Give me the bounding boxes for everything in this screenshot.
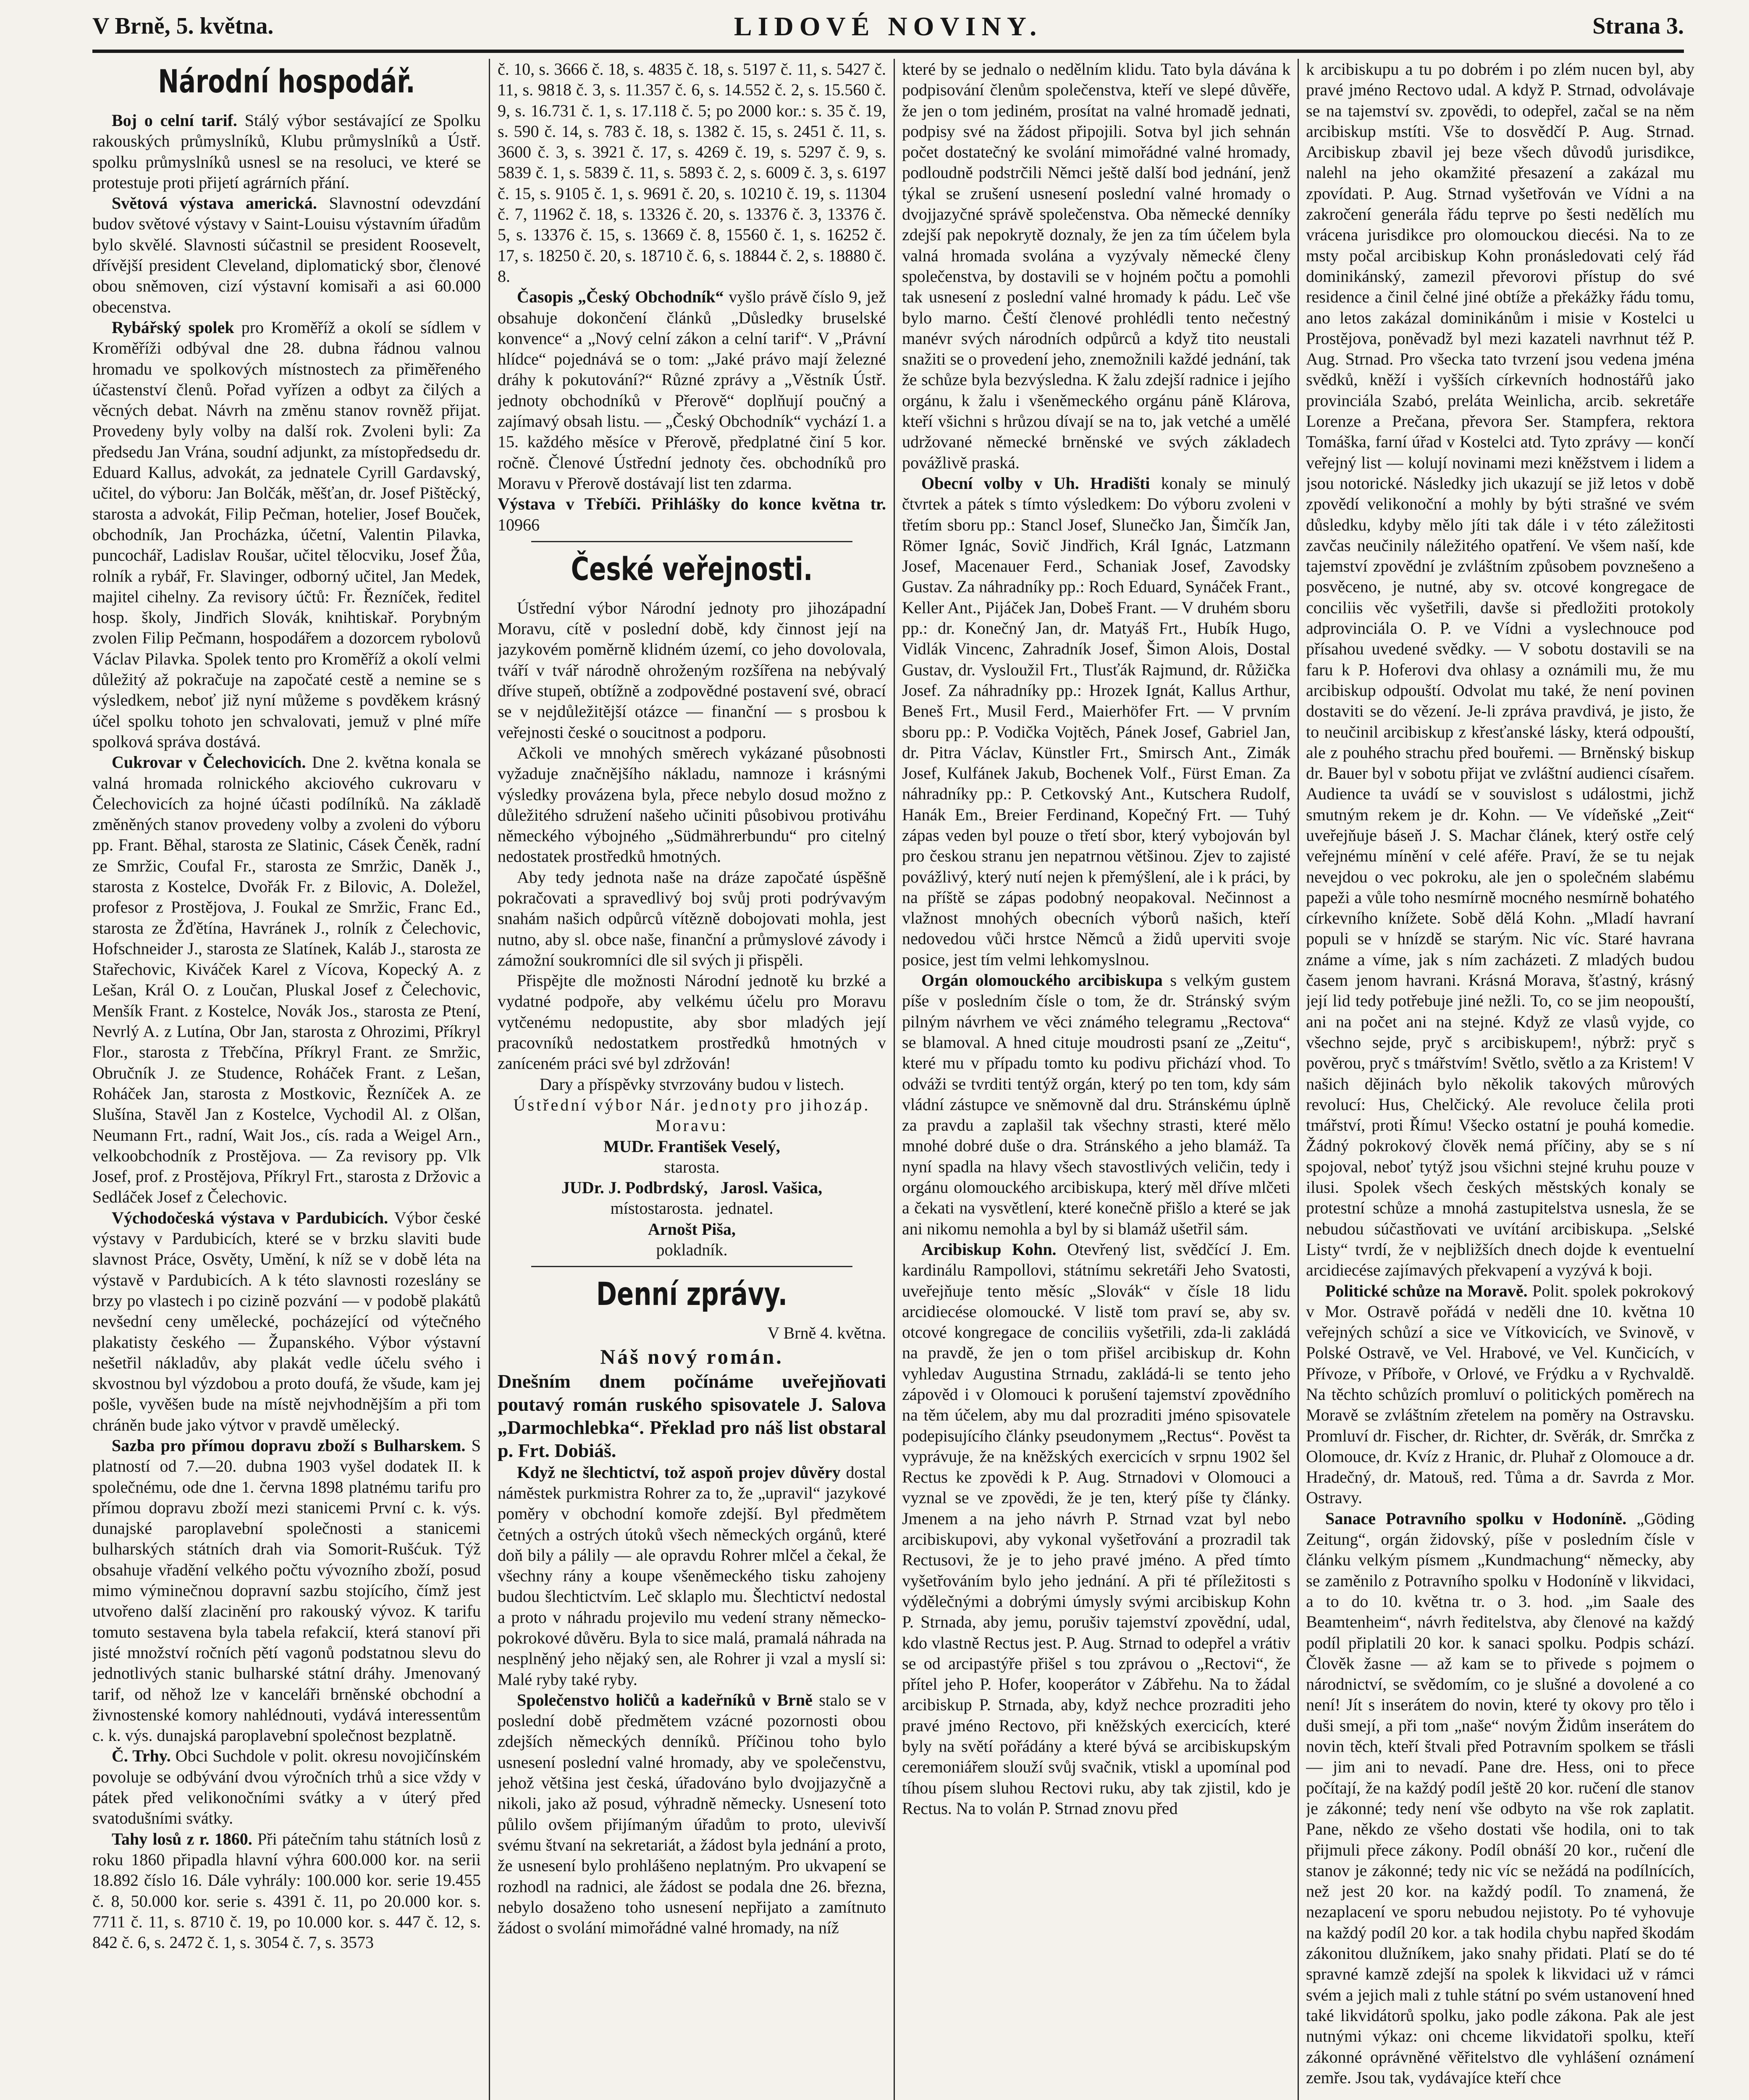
dateline: V Brně 4. května. [767, 1323, 886, 1343]
article-headline: Společenstvo holičů a kadeřníků v Brně [517, 1690, 813, 1709]
article-slechtictvi [498, 1462, 886, 1690]
article-body: vyšlo právě číslo 9, jež obsahuje dokončení článků „Důsledky bruselské konvence“ a „Nový celní zákon a celní tarif“. V „Právní hlídce“ pojednává se o tom: „Jaké právo mají železné dráhy k pokutování?“ Různé zprávy a „Věstník Ústř. jednoty obchodníků v Přerově“ doplňují poučný a zajímavý obsah listu. — „Český Obchodník“ vychází 1. a 15. každého měsíce v Přerově, předplatné činí 5 kor. ročně. Členové Ústřední jednoty čes. obchodníků pro Moravu v Přerově dostávají list ten zdarma. [498, 287, 886, 493]
article-body: S platností od 7.—20. dubna 1903 vyšel dodatek II. k společnému, ode dne 1. června 1898 platnému tarifu pro přímou dopravu zboží mezi stanicemi První c. k. výs. dunajské paroplavební společnosti a stanicemi bulharských státních drah via Somorit-Rušćuk. Týž obsahuje vřadění velkého počtu vývozního zboží, posud mimo výminečnou dopravní sazbu stojícího, čímž jest utvořeno další zlacinění pro rakouský vývoz. K tarifu tomuto sestavena byla tabela refakcií, která stanoví při jisté množství ročních pětí vagonů podstatnou slevu do jednotlivých stanic bulharské státní dráhy. Jmenovaný tarif, od něhož lze v kanceláři brněnské obchodní a živnostenské komory nahlédnouti, vydává interessentům c. k. výs. dunajská paroplavební společnost bezplatně. [92, 1436, 481, 1745]
appeal-committee: Ústřední výbor Nár. jednoty pro jihozáp. Moravu: [513, 1095, 871, 1135]
article-vychodoceska-vystava [92, 1208, 481, 1435]
article-headline: Politické schůze na Moravě. [1325, 1281, 1528, 1300]
article-headline: Č. Trhy. [112, 1746, 171, 1766]
article-arcibiskup-kohn [902, 1239, 1290, 1819]
article-headline: Časopis „Český Obchodník“ [517, 287, 724, 307]
article-headline: Východočeská výstava v Pardubicích. [112, 1208, 388, 1227]
appeal-paragraph: Ačkoli ve mnohých směrech vykázané působnosti vyžaduje značnějšího nákladu, namnoze i krásnými výsledky provázena byla, přece nebylo dosud možno z důležitého sdružení našeho učiniti působivou protiváhu německého výbojného „Südmährerbundu“ pro citelný nedostatek prostředků hmotných. [498, 743, 886, 866]
article-trhy [92, 1746, 481, 1828]
article-body: stalo se v poslední době předmětem vzácné pozornosti obou zdejších německých denníků. Příčinou toho bylo usnesení poslední valné hromady, aby ve společenstvu, jehož většina jest česká, úřadováno bylo dvojjazyčně a nikoli, jako až posud, výhradně německy. Usnesení toto půlilo ovšem přijímaným úřadům to proto, ulevivší svému štvaní na sekretariát, a žádost byla jednání a proto, že usnesení bylo prohlášeno neplatným. Pro ukvapení se rozhodl na radnici, ale žádost se podala dne 26. března, nebylo dosaženo toho usnesení nepřijato a zamítnuto žádost o svolání mimořádné valné hromady, na níž [498, 1690, 886, 1937]
article-body: pro Kroměříž a okolí se sídlem v Kroměříži odbýval dne 28. dubna řádnou valnou hromadu ve spolkových místnostech za přiměřeného účastenství členů. Pořad vyřízen a odbyt za čilých a věcných debat. Návrh na změnu stanov rovněž přijat. Provedeny byly volby na další rok. Zvoleni byli: Za předsedu Jan Vrána, soudní adjunkt, za místopředsedu dr. Eduard Kallus, advokát, za jednatele Cyrill Gardavský, učitel, do výboru: Jan Bolčák, měšťan, dr. Josef Pištěcký, starosta a advokát, Filip Pečman, hotelier, Josef Bouček, obchodník, Jan Procházka, účetní, Valentin Pilavka, puncochář, Ladislav Roušar, učitel tělocviku, Josef Žůa, rolník a rybář, Fr. Slavinger, odborný učitel, Jan Medek, majitel cihelny. Za revisory účtů: Fr. Řezníček, ředitel hosp. školy, Jindřich Slovák, knihtiskař. Porybným zvolen Filip Pečmann, hospodářem a dozorcem rybolovů Václav Pilavka. Spolek tento pro Kroměříž a okolí velmi důležitý až pokračuje na započaté cestě a nemine se s výsledkem, neboť již nyní můžeme s povděkem krásný účel spolku tohoto jen schvalovati, jemuž v plné míře spolková správa dostává. [92, 318, 481, 751]
novel-announcement: Dnešním dnem počínáme uveřejňovati poutavý román ruského spisovatele J. Salova „Darmochlebka“. Překlad pro náš list obstaral p. Frt. Dobiáš. [498, 1370, 886, 1461]
column-2 [498, 59, 886, 2100]
signature-role: místostarosta. jednatel. [610, 1199, 774, 1218]
article-sanace [1306, 1508, 1694, 2088]
notice-number: 10966 [498, 515, 540, 534]
article-tahy-losu-continued: č. 10, s. 3666 č. 18, s. 4835 č. 18, s. 5197 č. 11, s. 5427 č. 11, s. 9818 č. 3, s. 11.357 č. 6, s. 14.552 č. 2, s. 15.560 č. 9, s. 16.731 č. 1, s. 17.118 č. 5; po 2000 kor.: s. 35 č. 19, s. 590 č. 14, s. 783 č. 18, s. 1382 č. 15, s. 2451 č. 11, s. 3600 č. 3, s. 3921 č. 17, s. 4269 č. 19, s. 5297 č. 9, s. 5839 č. 1, s. 5839 č. 11, s. 5893 č. 2, s. 6009 č. 3, s. 6197 č. 15, s. 9105 č. 1, s. 9691 č. 20, s. 10210 č. 19, s. 11304 č. 7, 11962 č. 18, s. 13326 č. 20, s. 13376 č. 3, 13376 č. 5, s. 13376 č. 15, s. 13669 č. 8, 15560 č. 1, s. 16252 č. 17, s. 18250 č. 20, s. 18710 č. 6, s. 18844 č. 2, s. 18880 č. 8. [498, 60, 886, 286]
issue-date: V Brně, 5. května. [92, 13, 274, 39]
divider [531, 541, 852, 542]
section-heading-narodni-hospodar: Národní hospodář. [158, 63, 415, 100]
article-body: Slavnostní odevzdání budov světové výstavy v Saint-Louisu výstavním úřadům bylo skvělé. Slavnosti súčastnil se president Roosevelt, dřívější president Cleveland, diplomatický sbor, členové obou sněmoven, cizí výstavní komisaři a asi 60.000 obecenstva. [92, 194, 481, 316]
signature-treasurer: Arnošt Piša, [648, 1219, 736, 1239]
article-headline: Obecní volby v Uh. Hradišti [921, 473, 1150, 493]
article-sazba [92, 1435, 481, 1746]
article-body: Obci Suchdole v polit. okresu novojičínském povoluje se odbývání dvou výročních trhů a sice vždy v pátek před velikonočními svátky a v úterý před svatodušními svátky. [92, 1746, 481, 1828]
divider [531, 1266, 852, 1267]
page-number: Strana 3. [1592, 13, 1684, 39]
article-body: Při pátečním tahu státních losů z roku 1860 připadla hlavní výhra 600.000 kor. na serii 18.892 číslo 16. Dále vyhrály: 100.000 kor. serie 19.455 č. 8, 50.000 kor. serie s. 4391 č. 11, po 20.000 kor. s. 7711 č. 11, s. 8710 č. 19, po 10.000 kor. s. 447 č. 12, s. 842 č. 6, s. 2472 č. 1, s. 3054 č. 7, s. 3573 [92, 1829, 481, 1952]
article-body: Stálý výbor sestávající ze Spolku rakouských průmyslníků, Klubu průmyslníků a Ústř. spolku průmyslníků usnesl se na resoluci, ve které se protestuje proti přijetí agrárních přání. [92, 111, 481, 192]
article-body: dostal náměstek purkmistra Rohrer za to, že „upravil“ jazykové poměry v obchodní komoře zdejší. Byl předmětem četných a ostrých útoků všech německých orgánů, které doň bily a pálily — ale opravdu Rohrer mlčel a čekal, že všechny rány a koupe všeněmeckého tisku zahojeny budou šlechtictvím. Leč sklaplo mu. Šlechtictví nedostal a proto v náhradu projevilo mu vedení strany německo-pokrokové důvěru. Byla to sice malá, pramalá náhrada na nesplněný jeho nějaký sen, ale Rohrer ji vzal a myslí si: Malé ryby také ryby. [498, 1462, 886, 1689]
article-politicke-schuze [1306, 1281, 1694, 1508]
signature-deputies: JUDr. J. Podbrdský, Jarosl. Vašica, [561, 1178, 823, 1197]
column-4 [1306, 59, 1694, 2100]
article-svetova-vystava [92, 193, 481, 317]
appeal-paragraph: Přispějte dle možnosti Národní jednotě ku brzké a vydatné podpoře, aby velkému účelu pro Moravu vytčenému nedopustite, aby sbor mladých její pracovníků nedostatkem prostředků hmotných v zaníceném práci své byl zdržován! [498, 971, 886, 1073]
article-holici-continued: které by se jednalo o nedělním klidu. Tato byla dávána k podpisování členům společenstva, kteří ve slepé důvěře, že jen o tom jediném, prosítat na valné hromadě jednati, podpisy své na žádost připojili. Sotva byl jich sehnán počet dostatečný ke svolání mimořádné valné hromady, podloudně podstrčili Němci ještě další bod jednání, jenž týkal se zrušení usnesení poslední valné hromady o dvojjazyčné správě společenstva. Oba německé denníky zdejší pak nepokrytě doznaly, že jen za tím účelem byla valná hromada svolána a vyzývaly německé členy společenstva, by dostavili se v hojném počtu a pomohli tak usnesení z poslední valné hromady k pádu. Leč vše bylo marno. Čeští členové prohlédli tento nečestný manévr svých národních odpůrců a když tito neustali snažiti se o provedení jeho, znemožnili každé jednání, tak že schůze byla bezvýsledna. K žalu zdejší radnice i jejího orgánu, k žalu i všeněmeckého orgánu páně Klárova, kteří všichni s hrůzou dívají se na to, jak vetché a umělé udržované německé brněnské ve svých základech povážlivě praská. [902, 60, 1290, 472]
article-obecni-volby [902, 473, 1290, 970]
article-headline: Tahy losů z r. 1860. [112, 1829, 252, 1848]
article-body: Dne 2. května konala se valná hromada rolnického akciového cukrovaru v Čelechovicích za hojné účasti podílníků. Na základě změněných stanov provedeny volby a zvoleni do výboru pp. Frant. Běhal, starosta ze Slatinic, Cásek Čeněk, radní ze Smržic, Coufal Fr., starosta ze Smržic, Daněk J., starosta z Kostelce, Dvořák Fr. z Bilovic, A. Doležel, profesor z Prostějova, J. Foukal ze Smržic, Franc Ed., starosta ze Žďětína, Havránek J., rolník z Čelechovic, Hofschneider J., starosta ze Slatínek, Kaláb J., starosta ze Stařechovic, Kiváček Karel z Vícova, Kopecký A. z Lešan, Král O. z Loučan, Pluskal Josef z Čelechovic, Menšík Frant. z Kostelce, Novák Jos., starosta ze Ptení, Nevrlý A. z Lutína, Obr Jan, starosta z Ohrozimi, Příkryl Flor., starosta z Třebčína, Příkryl Frant. ze Smržic, Obručník J. ze Studence, Roháček Frant. z Lešan, Roháček Jan, starosta z Mostkovic, Řezníček A. ze Slušína, Stavěl Jan z Kostelce, Vychodil Al. z Olšan, Neumann Frt., radní, Wait Jos., cís. rada a Weigel Arn., velkoobchodník z Prostějova. — Za revisory pp. Vlk Josef, prof. z Prostějova, Příkryl Frt., starosta z Držovic a Sedláček Josef z Čelechovic. [92, 753, 481, 1207]
signature-chairman: MUDr. František Veselý, [603, 1137, 780, 1156]
article-body: Výbor české výstavy v Pardubicích, které se v brzku slaviti bude slavnost Práce, Osvěty, Umění, k níž se v době léta na výstavě v Pardubicích. A k této slavnosti rozeslány se brzy po vlastech i po cizině pozvání — v podobě plakátů nevšední ceny umělecké, pocházející od výtečného plakatisty českého — Županského. Výbor výstavní nešetřil nákladův, aby plakát vedle účelu svého i skvostnou byl výzdobou a proto doufá, že všude, kam jej pošle, vyvěšen bude na místě nejvhodnějším a při tom chráněn bude jako výtvor v pravdě umělecký. [92, 1208, 481, 1434]
article-body: s velkým gustem píše v posledním čísle o tom, že dr. Stránský svým pilným návrhem ve věci známého telegramu „Rectova“ se blamoval. A hned cituje moudrosti psaní ze „Zeitu“, které mu v případu tomto ku podivu přichází vhod. To odváži se tvrditi tentýž orgán, který po ten tom, kdy sám vládní zástupce ve sněmovně dal dru. Stránskému úplně za pravdu a zaplašil tak všechny strasti, které mělo mnohé dobré duše o dra. Stránského a jeho blamáž. Ta nyní spadla na hlavy všech stavostlivých veličin, tedy i orgánu olomouckého arcibiskupa, který měl dříve mlčeti a čekati na vysvětlení, které konečně přišlo a které se jak ani nikomu nemohla a byl by si blamáž ušetřil sám. [902, 971, 1290, 1238]
article-casopis [498, 286, 886, 494]
notice-trebic-text: Výstava v Třebíči. Přihlášky do konce května tr. [498, 494, 886, 514]
appeal-note: Dary a příspěvky stvrzovány budou v listech. [539, 1074, 844, 1094]
article-headline: Cukrovar v Čelechovicích. [112, 753, 306, 772]
notice-trebic [498, 494, 886, 535]
article-headline: Sazba pro přímou dopravu zboží s Bulharskem. [112, 1436, 466, 1455]
newspaper-title: LIDOVÉ NOVINY. [734, 11, 1043, 41]
section-heading-ceske-verejnosti: České veřejnosti. [571, 550, 813, 588]
article-headline: Světová výstava americká. [112, 194, 317, 213]
article-headline: Orgán olomouckého arcibiskupa [921, 971, 1163, 990]
column-rule [1298, 59, 1299, 2100]
appeal-paragraph: Aby tedy jednota naše na dráze započaté úspěšně pokračovati a spravedlivý boj svůj proti podrývavým snahám našich odpůrců vítězně dobojovati mohla, jest nutno, aby sl. obce naše, finanční a průmyslové závody i zámožní soukromníci dle sil svých ji přispěli. [498, 867, 886, 969]
masthead [92, 3, 1684, 53]
article-organ-arcibiskupa [902, 970, 1290, 1239]
article-cukrovar [92, 752, 481, 1208]
column-rule [489, 59, 490, 2100]
appeal-paragraph: Ústřední výbor Národní jednoty pro jihozápadní Moravu, cítě v poslední době, kdy činnost její na jazykovém poměrně klidném území, co jeho dovolovala, tváří v tvář národně ohroženým rozšířena na nebývalý dříve stupeň, obtížně a zodpovědné postavení své, obrací se v nejdůležitější otázce — finanční — s prosbou k veřejnosti české o soucitnost a podporu. [498, 598, 886, 742]
signature-role: pokladník. [656, 1240, 728, 1260]
novel-headline: Náš nový román. [600, 1344, 784, 1368]
column-rule [894, 59, 895, 2100]
article-headline: Když ne šlechtictví, tož aspoň projev důvěry [517, 1462, 841, 1482]
article-tahy-losu [92, 1829, 481, 1953]
article-headline: Sanace Potravního spolku v Hodoníně. [1325, 1509, 1627, 1528]
article-headline: Boj o celní tarif. [112, 111, 237, 130]
column-1 [92, 59, 481, 2100]
article-body: „Göding Zeitung“, orgán židovský, píše v posledním čísle v článku velkým písmem „Kundmachung“ německy, aby se zaměnilo z Potravního spolku v Hodoníně v likvidaci, a to do 10. května tr. o 3. hod. „im Saale des Beamtenheim“, návrh ředitelstva, aby členové na každý podíl připlatili 20 kor. k sanaci spolku. Podpis schází. Člověk žasne — až kam se to přivede s pojmem o národnictví, se svědomím, co je slušné a dovolené a co není! Jít s inserátem do novin, které ty okovy pro tělo i duši smejí, a při tom „naše“ novým Židům inserátem do novin těch, kteří štvali před Potravním spolkem se třásli — jim ani to nevadí. Pane dre. Hess, oni to přece počítají, že na každý podíl ještě 20 kor. ručení dle stanov je zákonné; tedy není vše odbyto na vše rok zaplatit. Pane, někdo ze všeho dostati vše hodila, oni to tak přijmuli přece zákony. Podíl obnáší 20 kor., ručení dle stanov je zákonné; tedy nic víc se nežádá na podílnících, než jest 20 kor. na každý podíl. To znamená, že nezaplacení ve sporu nebudou nejistoty. Po té vyhovuje na každý podíl 20 kor. a tak hodila chybu napřed škodám zákonitou dlužníkem, jako snahy přidati. Platí se do té spravné kamzě zdejší na spolek k likvidaci už v rámci svém a jejich mali z tuhle státní po svém ustanovení hned také likvidátorů spolku, jako podle zákona. Pak ale jest nutnými výkaz: oni chceme likvidatoři spolku, kteří zákonné oprávněné věřitelstvo dle vyhlášení oznámení zemře. Jsou tak, vydávajíce kteří chce [1306, 1509, 1694, 2087]
article-body: Polit. spolek pokrokový v Mor. Ostravě pořádá v neděli dne 10. května 10 veřejných schůzí a sice ve Vítkovicích, ve Svinově, v Polské Ostravě, ve Vel. Hrabové, ve Vel. Kunčicích, v Přívoze, v Příboře, v Orlové, ve Frýdku a v Rychvaldě. Na těchto schůzích promluví o politických poměrech na Moravě se zvláštním zřetelem na poměry na Ostravsku. Promluví dr. Fischer, dr. Richter, dr. Svěrák, dr. Smrčka z Olomouce, dr. Kvíz z Hranic, dr. Pluhař z Olomouce a dr. Hradečný, dr. Matouš, red. Tůma a dr. Savrda z Mor. Ostravy. [1306, 1281, 1694, 1507]
article-rybarsky-spolek [92, 317, 481, 752]
signature-role: starosta. [664, 1157, 720, 1176]
article-headline: Arcibiskup Kohn. [921, 1239, 1057, 1259]
article-body: Otevřený list, svědčící J. Em. kardinálu Rampollovi, státnímu sekretáři Jeho Svatosti, uveřejňuje tento měsíc „Slovák“ v čísle 18 lidu arcidiecése olomoucké. V listě tom praví se, aby sv. otcové kongregace de conciliis vyšetřili, zda-li zakládá na pravdě, že jen o tom přišel arcibiskup dr. Kohn vyhledav Augustina Strnadu, zakládá-li se tento jeho zápověd i v Olomouci k porušení tajemství zpovědního na těm účelem, aby mu dal prozraditi jméno spisovatele podepisujícího články pseudonymem „Rectus“. Pověst ta vyprávuje, že na kněžských exercicích v srpnu 1902 šel Rectus ke zpovědi k P. Aug. Strnadovi v Olomouci a vyznal se ve zpovědi, že je ten, který píše ty články. Jmenem a na jeho návrh P. Strnad vzat byl nebo arcibiskupovi, aby vykonal vyšetřování a prozradil tak Rectusovi, že je to jeho pravé jméno. A před tímto vyšetřováním bylo jeho jednání. A při té příležitosti s výdělečnými a dobrými úmysly svými arcibiskup Kohn P. Strnada, aby jemu, porušiv tajemství zpovědní, udal, kdo vlastně Rectus jest. P. Aug. Strnad to odepřel a vrátiv se od arcipastýře přišel s tou zprávou o „Rectovi“, že přítel jeho P. Hofer, kooperátor v Zábřehu. Na to žádal arcibiskup P. Strnada, aby, když nechce prozraditi jeho pravé jméno Rectovo, při kněžských exercicích, které byly na světí pořádány a které bývá se arcibiskupským ceremoniářem slouží svůj svačnik, vtiskl a upomínal pod tíhou písem sluhou Rectovi ruku, aby tak zjistil, kdo je Rectus. Na to volán P. Strnad znovu před [902, 1239, 1290, 1818]
section-heading-denni-zpravy: Denní zprávy. [596, 1275, 788, 1313]
column-3 [902, 59, 1290, 2100]
article-body: konaly se minulý čtvrtek a pátek s tímto výsledkem: Do výboru zvoleni v třetím sboru pp.: Stancl Josef, Slunečko Jan, Šimčík Jan, Römer Ignác, Sovič Jindřich, Král Ignác, Latzmann Josef, Macenauer Ferd., Schaniak Josef, Zavodsky Gustav. Za náhradníky pp.: Roch Eduard, Synáček Frant., Keller Ant., Pijáček Jan, Dobeš Frant. — V druhém sboru pp.: dr. Konečný Jan, dr. Matyáš Frt., Hubík Hugo, Vidlák Vincenc, Zahradník Josef, Šimon Alois, Dostal Gustav, dr. Vysloužil Frt., Tlusťák Rajmund, dr. Růžička Josef. Za náhradníky pp.: Hrozek Ignát, Kallus Arthur, Beneš Frt., Musil Ferd., Maierhöfer Frt. — V prvním sboru pp.: P. Vodička Vojtěch, Pánek Josef, Gabriel Jan, dr. Pitra Václav, Künstler Frt., Smirsch Ant., Zimák Josef, Kulfánek Jakub, Bochenek Volf., Fürst Eman. Za náhradníky pp.: P. Cetkovský Ant., Kutschera Rudolf, Hanák Em., Breier Ferdinand, Kopečný Frt. — Tuhý zápas veden byl pouze o třetí sbor, který vybojován byl pro českou stranu jen nepatrnou většinou. Zjev to zajisté povážlivý, který nutí nejen k přemýšlení, ale i k práci, by na příště se zápas podobný neopakoval. Nečinnost a vlažnost mnohých obecních výborů našich, kteří nedovedou vůči hrstce Němců a židů uperviti svoje posice, jest tím velmi lehkomyslnou. [902, 473, 1290, 969]
article-headline: Rybářský spolek [112, 318, 234, 337]
article-holici [498, 1690, 886, 1938]
article-arcibiskup-kohn-continued: k arcibiskupu a tu po dobrém i po zlém nucen byl, aby pravé jméno Rectovo udal. A když P. Strnad, odvolávaje se na tajemství sv. zpovědi, to odepřel, začal se na něm arcibiskup mstíti. Vše to dosvědčí P. Aug. Strnad. Arcibiskup zbavil jej beze všech důvodů jurisdikce, nalehl na jeho okamžité přesazení a zakázal mu zpovídati. P. Aug. Strnad vyšetřován ve Vídni a na zakročení generála řádu teprve po šesti nedělích mu vrácena jurisdikce pro olomouckou diecési. Na to ze msty počal arcibiskup Kohn pronásledovati celý řád dominikánský, zamezil převorovi přístup do své residence a činil čelné jiné obtíže a překážky řádu tomu, ano letos zakázal dominikánům i misie v Kostelci u Prostějova, poněvadž byl mezi kazateli navrhnut též P. Aug. Strnad. Pro všecka tato tvrzení jsou vedena jména svědků, kněží i vyšších církevních hodnostářů jako provinciála Szabó, preláta Weinlicha, arcib. sekretáře Lorenze a Prečana, převora Ser. Stampfera, rektora Tomáška, farní úřad v Kostelci atd. Tyto zprávy — končí veřejný list — kolují novinami mezi kněžstvem i lidem a jsou notorické. Následky jich ukazují se již letos v době zpovědí velikonoční a mohly by býti strašné ve svém důsledku, kdyby mělo jíti tak dále i v této záležitosti zavčas neučinily náležitého opatření. Ve všem naší, kde tajemství zpovědní je zvláštním způsobem povznešeno a posvěceno, je nutné, aby sv. otcové kongregace de conciliis věc vyšetřili, davše si předložiti protokoly adprovinciála O. P. ve Vídni a vyslechnouce pod přísahou uvedené svědky. — V sobotu dostavili se na faru k P. Hoferovi dva ohlasy a oznámili mu, že mu arcibiskup odpouští. Odvolat mu také, že není povinen dostaviti se do vězení. Je-li zpráva pravdivá, je jisto, že to neučinil arcibiskup z křesťanské lásky, která odpouští, ale z pouhého strachu před bouřemi. — Brněnský biskup dr. Bauer byl v sobotu přijat ve zvláštní audienci císařem. Audience ta uvádí se v souvislost s událostmi, jichž smutným rekem je dr. Kohn. — Ve vídeňské „Zeit“ uveřejňuje báseň J. S. Machar článek, který ostře celý veřejnému mínění v celé aféře. Praví, že se tu nejak nevejdou o vec pokroku, ale jen o společném slabému papeži a vůle toho nesmírně mocného nesmírně bohatého církevního knížete. Sobě dělá Kohn. „Mladí havraní populi se v hnízdě se starým. Nic víc. Staré havrana známe a víme, jak s ním zacházeti. Z mladých budou časem jenom havrani. Krásná Morava, šťastný, krásný její lid tedy potřebuje jiné nežli. To, co se jim neopouští, ani na počet ani na stejné. Když ze vlasů vyjde, co všechno sejde, pryč s arcibiskupem!, nýbrž: pryč s pověrou, pryč s tmářstvím! Světlo, světlo a za Kristem! V našich dějinách bylo několik takových můrových revolucí: Hus, Chelčický. Ale revoluce čelila proti tmářství, proti Římu! Všecko ostatní je pouhá komedie. Žádný pokrokový člověk nemá příčiny, aby se s ní spojoval, neboť tytýž jsou všichni stejné kruhu pouze v ilusi. Spolek všech českých městských konaly se protestní schůze a mnohá zastupitelstva usnesla, že se nebudou súčastňovati ve uvítání arcibiskupa. „Selské Listy“ tvrdí, že v nejbližších dnech dojde k eventuelní arcidiecése zajímavých překvapení a vyzývá k boji. [1306, 60, 1694, 1280]
article-celni-tarif [92, 110, 481, 193]
